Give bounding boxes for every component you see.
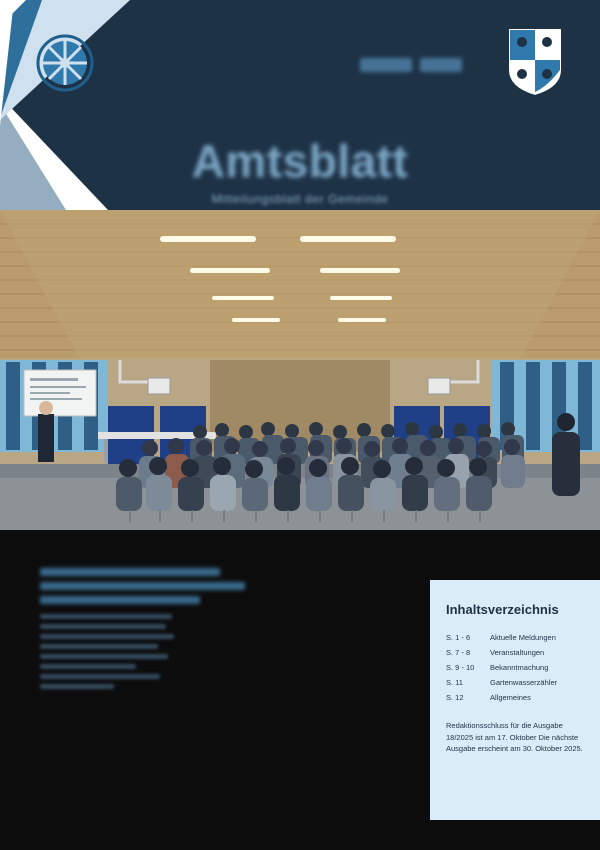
coat-of-arms-icon xyxy=(506,26,564,98)
toc-entry-label: Allgemeines xyxy=(490,693,531,702)
body-line-2 xyxy=(40,624,166,629)
body-line-8 xyxy=(40,684,114,689)
page-subtitle: Mitteilungsblatt der Gemeinde xyxy=(211,192,389,206)
toc-entry-label: Veranstaltungen xyxy=(490,648,545,657)
table-of-contents-panel xyxy=(430,580,600,820)
page-title: Amtsblatt xyxy=(191,135,409,187)
body-line-1 xyxy=(40,614,172,619)
toc-entry-label: Aktuelle Meldungen xyxy=(490,633,556,642)
masthead-blur-block-2 xyxy=(420,58,462,72)
toc-entry-pages: S. 12 xyxy=(446,693,464,702)
toc-title: Inhaltsverzeichnis xyxy=(446,602,559,617)
toc-entry-pages: S. 9 - 10 xyxy=(446,663,475,672)
masthead-blur-strip xyxy=(360,58,462,72)
editorial-deadline-note: Redaktionsschluss für die Ausgabe 18/2025 ist am 17. Oktober Die nächste Ausgabe erscheint am 30. Oktober 2025. xyxy=(446,721,583,754)
headline-line-2 xyxy=(40,582,245,590)
header-corner-accent xyxy=(0,0,26,26)
body-line-5 xyxy=(40,654,168,659)
toc-entry[interactable] xyxy=(446,633,584,642)
toc-entry[interactable] xyxy=(446,663,584,672)
body-line-6 xyxy=(40,664,136,669)
toc-entry-pages: S. 1 - 6 xyxy=(446,633,471,642)
cover-photo xyxy=(0,210,600,530)
masthead-title-group xyxy=(0,135,600,206)
toc-entry-pages: S. 11 xyxy=(446,678,463,687)
lead-article-body xyxy=(40,614,180,694)
toc-entry-label: Gartenwasserzähler xyxy=(490,678,558,687)
headline-line-3 xyxy=(40,596,200,604)
masthead-blur-block-1 xyxy=(360,58,412,72)
toc-entry[interactable] xyxy=(446,693,584,702)
body-line-7 xyxy=(40,674,160,679)
toc-entry[interactable] xyxy=(446,678,584,687)
lead-article-headline xyxy=(40,568,310,610)
body-line-3 xyxy=(40,634,174,639)
toc-entry-pages: S. 7 - 8 xyxy=(446,648,471,657)
body-line-4 xyxy=(40,644,158,649)
toc-entry[interactable] xyxy=(446,648,584,657)
toc-list xyxy=(446,633,584,702)
wheel-logo-icon xyxy=(36,34,94,92)
page-header xyxy=(0,0,600,210)
toc-entry-label: Bekanntmachung xyxy=(490,663,549,672)
headline-line-1 xyxy=(40,568,220,576)
